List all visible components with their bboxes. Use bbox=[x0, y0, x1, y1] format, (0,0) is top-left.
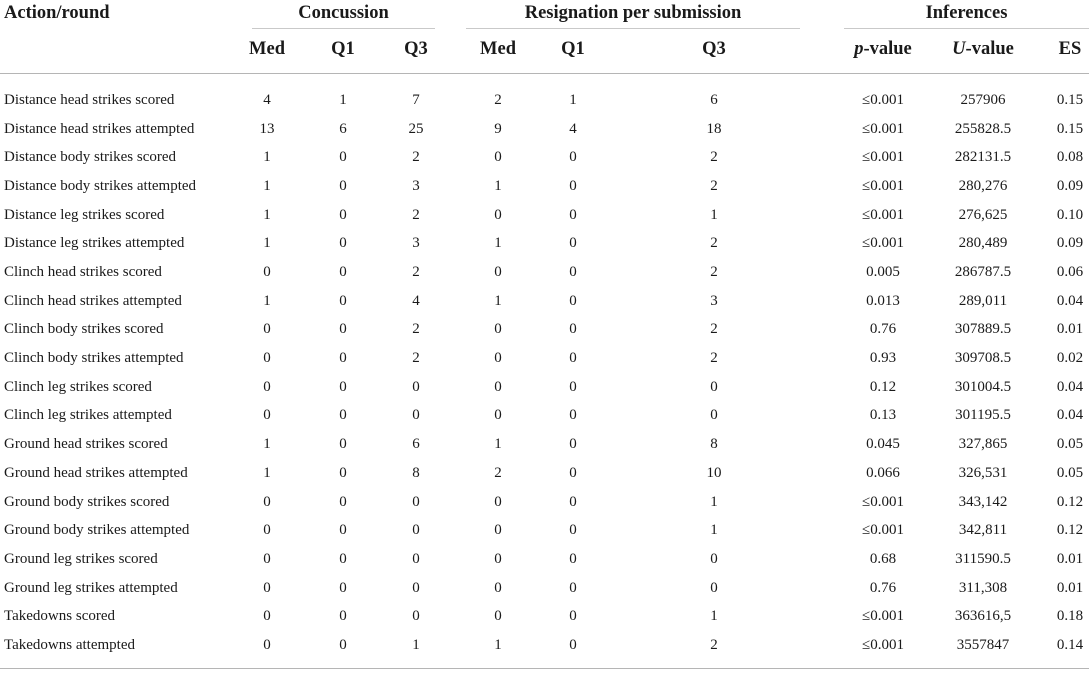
cell-resignation-q1: 0 bbox=[569, 264, 577, 281]
cell-concussion-q1: 0 bbox=[339, 292, 347, 309]
cell-concussion-q3: 2 bbox=[412, 350, 420, 367]
cell-p-value: 0.13 bbox=[869, 407, 897, 424]
table-row bbox=[0, 202, 1089, 231]
table-row bbox=[0, 460, 1089, 489]
cell-resignation-q1: 1 bbox=[569, 92, 577, 108]
cell-es: 0.09 bbox=[1056, 235, 1084, 252]
cell-resignation-q3: 10 bbox=[706, 464, 722, 481]
cell-resignation-q3: 1 bbox=[710, 206, 718, 223]
cell-resignation-q3: 2 bbox=[710, 350, 718, 367]
subheader-resignation-q1: Q1 bbox=[561, 39, 585, 59]
row-label: Takedowns attempted bbox=[4, 636, 135, 653]
header-rule bbox=[0, 73, 1089, 74]
cell-resignation-q3: 2 bbox=[710, 321, 718, 338]
cell-resignation-med: 0 bbox=[494, 350, 502, 367]
cell-concussion-q1: 6 bbox=[339, 120, 347, 137]
cell-p-value: ≤0.001 bbox=[862, 149, 904, 166]
cell-concussion-med: 1 bbox=[263, 206, 271, 223]
cell-concussion-q1: 0 bbox=[339, 321, 347, 338]
cell-concussion-q1: 1 bbox=[339, 92, 347, 108]
row-label: Ground head strikes scored bbox=[4, 436, 168, 453]
cell-es: 0.18 bbox=[1056, 608, 1084, 625]
cell-u-value: 326,531 bbox=[958, 464, 1008, 481]
cell-p-value: 0.93 bbox=[869, 350, 897, 367]
cell-concussion-q3: 6 bbox=[412, 436, 420, 453]
cell-resignation-q3: 2 bbox=[710, 149, 718, 166]
cell-resignation-q1: 0 bbox=[569, 608, 577, 625]
group-underline-concussion bbox=[252, 28, 435, 29]
cell-p-value: 0.76 bbox=[869, 579, 897, 596]
cell-resignation-q3: 0 bbox=[710, 550, 718, 567]
cell-es: 0.12 bbox=[1056, 493, 1084, 510]
cell-u-value: 276,625 bbox=[958, 206, 1008, 223]
cell-concussion-q1: 0 bbox=[339, 493, 347, 510]
u-value-italic: U bbox=[952, 39, 966, 59]
row-label: Ground head strikes attempted bbox=[4, 464, 188, 481]
cell-es: 0.10 bbox=[1056, 206, 1084, 223]
p-value-italic: p bbox=[854, 39, 864, 59]
row-label: Distance head strikes attempted bbox=[4, 120, 195, 137]
row-label: Distance leg strikes scored bbox=[4, 206, 165, 223]
cell-concussion-med: 0 bbox=[263, 522, 271, 539]
cell-u-value: 327,865 bbox=[958, 436, 1008, 453]
p-value-suffix: -value bbox=[863, 39, 912, 59]
cell-concussion-q3: 2 bbox=[412, 264, 420, 281]
cell-concussion-q3: 3 bbox=[412, 235, 420, 252]
cell-resignation-q1: 0 bbox=[569, 206, 577, 223]
cell-resignation-med: 0 bbox=[494, 550, 502, 567]
table-row bbox=[0, 517, 1089, 546]
table-row bbox=[0, 288, 1089, 317]
cell-resignation-med: 0 bbox=[494, 522, 502, 539]
table-row bbox=[0, 259, 1089, 288]
cell-es: 0.04 bbox=[1056, 407, 1084, 424]
table-row bbox=[0, 116, 1089, 145]
cell-p-value: ≤0.001 bbox=[862, 206, 904, 223]
cell-p-value: ≤0.001 bbox=[862, 178, 904, 195]
cell-es: 0.08 bbox=[1056, 149, 1084, 166]
table-row bbox=[0, 230, 1089, 259]
cell-resignation-med: 1 bbox=[494, 436, 502, 453]
cell-concussion-q3: 25 bbox=[408, 120, 424, 137]
cell-resignation-q3: 0 bbox=[710, 378, 718, 395]
cell-p-value: ≤0.001 bbox=[862, 235, 904, 252]
cell-concussion-med: 0 bbox=[263, 378, 271, 395]
row-label: Ground leg strikes scored bbox=[4, 550, 158, 567]
cell-concussion-q1: 0 bbox=[339, 550, 347, 567]
cell-resignation-med: 0 bbox=[494, 608, 502, 625]
cell-u-value: 343,142 bbox=[958, 493, 1008, 510]
cell-resignation-q1: 0 bbox=[569, 321, 577, 338]
cell-concussion-q1: 0 bbox=[339, 522, 347, 539]
cell-resignation-med: 0 bbox=[494, 579, 502, 596]
cell-concussion-med: 0 bbox=[263, 493, 271, 510]
cell-u-value: 301195.5 bbox=[955, 407, 1011, 424]
subheader-resignation-med: Med bbox=[480, 39, 516, 59]
cell-resignation-q1: 0 bbox=[569, 292, 577, 309]
cell-resignation-q1: 0 bbox=[569, 378, 577, 395]
row-label: Ground leg strikes attempted bbox=[4, 579, 178, 596]
cell-es: 0.01 bbox=[1056, 321, 1084, 338]
cell-resignation-q1: 0 bbox=[569, 464, 577, 481]
cell-u-value: 363616,5 bbox=[954, 608, 1012, 625]
cell-resignation-med: 2 bbox=[494, 92, 502, 108]
row-label: Takedowns scored bbox=[4, 608, 115, 625]
cell-p-value: 0.045 bbox=[866, 436, 900, 453]
cell-p-value: ≤0.001 bbox=[862, 493, 904, 510]
cell-concussion-q1: 0 bbox=[339, 636, 347, 653]
cell-u-value: 280,276 bbox=[958, 178, 1008, 195]
cell-concussion-q1: 0 bbox=[339, 206, 347, 223]
group-header-inferences: Inferences bbox=[925, 3, 1008, 23]
row-label: Ground body strikes scored bbox=[4, 493, 170, 510]
cell-p-value: ≤0.001 bbox=[862, 608, 904, 625]
cell-u-value: 307889.5 bbox=[954, 321, 1012, 338]
group-underline-resignation bbox=[466, 28, 800, 29]
subheader-u-value bbox=[938, 39, 1028, 60]
table-row bbox=[0, 402, 1089, 431]
cell-resignation-q1: 0 bbox=[569, 636, 577, 653]
cell-concussion-q1: 0 bbox=[339, 407, 347, 424]
cell-concussion-q1: 0 bbox=[339, 350, 347, 367]
cell-resignation-q1: 0 bbox=[569, 235, 577, 252]
cell-resignation-q3: 8 bbox=[710, 436, 718, 453]
cell-concussion-med: 1 bbox=[263, 436, 271, 453]
row-label: Ground body strikes attempted bbox=[4, 522, 190, 539]
cell-concussion-q1: 0 bbox=[339, 464, 347, 481]
table-row bbox=[0, 546, 1089, 575]
cell-resignation-q1: 0 bbox=[569, 436, 577, 453]
cell-resignation-med: 0 bbox=[494, 493, 502, 510]
cell-concussion-med: 0 bbox=[263, 407, 271, 424]
table-row bbox=[0, 144, 1089, 173]
cell-es: 0.01 bbox=[1056, 550, 1084, 567]
cell-resignation-q3: 6 bbox=[710, 92, 718, 108]
cell-concussion-med: 0 bbox=[263, 579, 271, 596]
cell-resignation-q3: 2 bbox=[710, 235, 718, 252]
cell-concussion-q1: 0 bbox=[339, 149, 347, 166]
cell-concussion-med: 0 bbox=[263, 636, 271, 653]
cell-p-value: ≤0.001 bbox=[862, 636, 904, 653]
cell-concussion-q3: 7 bbox=[412, 92, 420, 108]
cell-p-value: 0.013 bbox=[866, 292, 900, 309]
row-label: Distance body strikes attempted bbox=[4, 178, 197, 195]
cell-u-value: 342,811 bbox=[958, 522, 1008, 539]
cell-concussion-q1: 0 bbox=[339, 579, 347, 596]
subheader-concussion-q3: Q3 bbox=[404, 39, 428, 59]
cell-resignation-q3: 1 bbox=[710, 522, 718, 539]
cell-resignation-q3: 3 bbox=[710, 292, 718, 309]
subheader-concussion-med: Med bbox=[249, 39, 285, 59]
cell-u-value: 286787.5 bbox=[954, 264, 1012, 281]
cell-concussion-med: 13 bbox=[259, 120, 275, 137]
cell-concussion-q3: 2 bbox=[412, 149, 420, 166]
cell-resignation-med: 1 bbox=[494, 235, 502, 252]
subheader-resignation-q3: Q3 bbox=[702, 39, 726, 59]
cell-es: 0.15 bbox=[1056, 120, 1084, 137]
cell-resignation-med: 2 bbox=[494, 464, 502, 481]
cell-concussion-q3: 0 bbox=[412, 522, 420, 539]
table-row bbox=[0, 489, 1089, 518]
row-label: Distance body strikes scored bbox=[4, 149, 177, 166]
cell-u-value: 289,011 bbox=[958, 292, 1008, 309]
cell-resignation-q3: 2 bbox=[710, 178, 718, 195]
cell-resignation-med: 0 bbox=[494, 264, 502, 281]
cell-u-value: 311,308 bbox=[958, 579, 1008, 596]
u-value-suffix: -value bbox=[965, 39, 1014, 59]
cell-concussion-q3: 4 bbox=[412, 292, 420, 309]
cell-concussion-q1: 0 bbox=[339, 608, 347, 625]
cell-u-value: 311590.5 bbox=[955, 550, 1011, 567]
cell-concussion-q1: 0 bbox=[339, 178, 347, 195]
cell-concussion-q3: 0 bbox=[412, 579, 420, 596]
cell-resignation-q1: 0 bbox=[569, 178, 577, 195]
cell-concussion-med: 1 bbox=[263, 149, 271, 166]
cell-resignation-q3: 18 bbox=[706, 120, 722, 137]
row-header-label: Action/round bbox=[4, 3, 110, 23]
cell-concussion-q3: 1 bbox=[412, 636, 420, 653]
cell-resignation-q1: 0 bbox=[569, 407, 577, 424]
table-row bbox=[0, 173, 1089, 202]
cell-concussion-q3: 2 bbox=[412, 206, 420, 223]
cell-concussion-med: 0 bbox=[263, 608, 271, 625]
cell-es: 0.09 bbox=[1056, 178, 1084, 195]
cell-u-value: 257906 bbox=[960, 92, 1006, 108]
cell-resignation-med: 1 bbox=[494, 292, 502, 309]
cell-es: 0.01 bbox=[1056, 579, 1084, 596]
cell-resignation-q1: 0 bbox=[569, 522, 577, 539]
cell-resignation-q1: 0 bbox=[569, 493, 577, 510]
cell-resignation-q3: 0 bbox=[710, 579, 718, 596]
cell-resignation-q3: 2 bbox=[710, 636, 718, 653]
cell-concussion-q3: 0 bbox=[412, 608, 420, 625]
cell-resignation-med: 0 bbox=[494, 407, 502, 424]
cell-es: 0.15 bbox=[1056, 92, 1084, 108]
row-label: Clinch leg strikes scored bbox=[4, 378, 152, 395]
cell-resignation-med: 9 bbox=[494, 120, 502, 137]
row-label: Distance head strikes scored bbox=[4, 92, 175, 108]
cell-resignation-q1: 0 bbox=[569, 579, 577, 596]
cell-concussion-q3: 8 bbox=[412, 464, 420, 481]
cell-resignation-q1: 4 bbox=[569, 120, 577, 137]
table-bottom-rule bbox=[0, 668, 1089, 669]
cell-resignation-q3: 1 bbox=[710, 493, 718, 510]
cell-resignation-med: 0 bbox=[494, 149, 502, 166]
cell-resignation-q3: 2 bbox=[710, 264, 718, 281]
cell-es: 0.14 bbox=[1056, 636, 1084, 653]
cell-concussion-med: 1 bbox=[263, 292, 271, 309]
cell-resignation-med: 1 bbox=[494, 178, 502, 195]
cell-resignation-q3: 0 bbox=[710, 407, 718, 424]
cell-concussion-q3: 0 bbox=[412, 378, 420, 395]
cell-u-value: 301004.5 bbox=[954, 378, 1012, 395]
row-label: Clinch leg strikes attempted bbox=[4, 407, 172, 424]
cell-resignation-med: 0 bbox=[494, 378, 502, 395]
cell-concussion-q1: 0 bbox=[339, 436, 347, 453]
cell-concussion-q1: 0 bbox=[339, 235, 347, 252]
cell-es: 0.05 bbox=[1056, 464, 1084, 481]
cell-concussion-q1: 0 bbox=[339, 378, 347, 395]
row-label: Clinch head strikes scored bbox=[4, 264, 162, 281]
cell-p-value: 0.005 bbox=[866, 264, 900, 281]
cell-concussion-med: 0 bbox=[263, 550, 271, 567]
cell-es: 0.06 bbox=[1056, 264, 1084, 281]
cell-es: 0.02 bbox=[1056, 350, 1084, 367]
cell-concussion-med: 1 bbox=[263, 464, 271, 481]
cell-es: 0.04 bbox=[1056, 378, 1084, 395]
cell-u-value: 282131.5 bbox=[954, 149, 1012, 166]
cell-resignation-q1: 0 bbox=[569, 350, 577, 367]
cell-concussion-med: 0 bbox=[263, 321, 271, 338]
row-label: Clinch head strikes attempted bbox=[4, 292, 182, 309]
cell-concussion-q1: 0 bbox=[339, 264, 347, 281]
cell-resignation-q1: 0 bbox=[569, 149, 577, 166]
cell-p-value: 0.68 bbox=[869, 550, 897, 567]
table-row bbox=[0, 374, 1089, 403]
subheader-concussion-q1: Q1 bbox=[331, 39, 355, 59]
cell-u-value: 280,489 bbox=[958, 235, 1008, 252]
cell-p-value: 0.066 bbox=[866, 464, 900, 481]
table-row bbox=[0, 345, 1089, 374]
cell-p-value: ≤0.001 bbox=[862, 522, 904, 539]
cell-resignation-med: 1 bbox=[494, 636, 502, 653]
cell-concussion-med: 0 bbox=[263, 264, 271, 281]
group-header-resignation: Resignation per submission bbox=[524, 3, 742, 23]
cell-es: 0.04 bbox=[1056, 292, 1084, 309]
table-row bbox=[0, 431, 1089, 460]
subheader-es: ES bbox=[1058, 39, 1082, 59]
cell-p-value: ≤0.001 bbox=[862, 92, 904, 108]
row-label: Clinch body strikes attempted bbox=[4, 350, 184, 367]
cell-p-value: 0.12 bbox=[869, 378, 897, 395]
cell-concussion-med: 4 bbox=[263, 92, 271, 108]
cell-concussion-med: 1 bbox=[263, 235, 271, 252]
table-row bbox=[0, 632, 1089, 661]
cell-concussion-q3: 0 bbox=[412, 407, 420, 424]
cell-concussion-med: 1 bbox=[263, 178, 271, 195]
cell-p-value: 0.76 bbox=[869, 321, 897, 338]
cell-resignation-med: 0 bbox=[494, 321, 502, 338]
row-label: Clinch body strikes scored bbox=[4, 321, 164, 338]
cell-concussion-q3: 3 bbox=[412, 178, 420, 195]
cell-resignation-q1: 0 bbox=[569, 550, 577, 567]
cell-concussion-med: 0 bbox=[263, 350, 271, 367]
cell-resignation-med: 0 bbox=[494, 206, 502, 223]
table-row bbox=[0, 603, 1089, 632]
group-underline-inferences bbox=[844, 28, 1089, 29]
cell-es: 0.12 bbox=[1056, 522, 1084, 539]
cell-concussion-q3: 0 bbox=[412, 550, 420, 567]
row-label: Distance leg strikes attempted bbox=[4, 235, 185, 252]
cell-u-value: 3557847 bbox=[956, 636, 1010, 653]
cell-es: 0.05 bbox=[1056, 436, 1084, 453]
cell-u-value: 255828.5 bbox=[954, 120, 1012, 137]
cell-concussion-q3: 2 bbox=[412, 321, 420, 338]
cell-resignation-q3: 1 bbox=[710, 608, 718, 625]
group-header-concussion: Concussion bbox=[298, 3, 389, 23]
cell-concussion-q3: 0 bbox=[412, 493, 420, 510]
cell-u-value: 309708.5 bbox=[954, 350, 1012, 367]
table-row bbox=[0, 575, 1089, 604]
table-row bbox=[0, 316, 1089, 345]
table-row bbox=[0, 87, 1089, 116]
subheader-p-value bbox=[838, 39, 928, 60]
cell-p-value: ≤0.001 bbox=[862, 120, 904, 137]
